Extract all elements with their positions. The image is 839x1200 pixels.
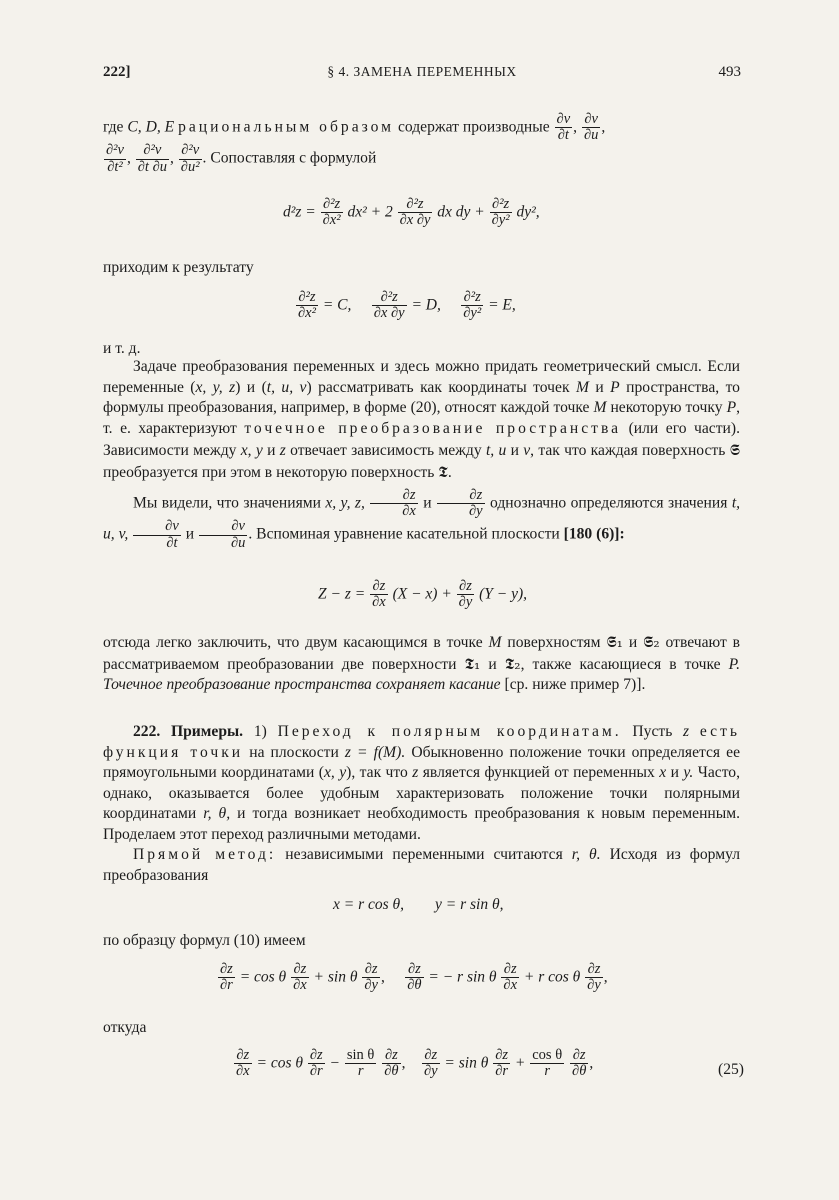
running-header xyxy=(103,62,741,82)
paragraph-geometric-meaning: Задаче преобразования переменных и здесь можно придать геометрический смысл. Если переменные (x, y, z) и (t, u, v) рассматривать как координаты точек M и P пространства, то формулы преобразования, например, в форме (20), относят каждой точке M некоторую точку P, т. е. характеризуют точечное преобразование пространства (или его части). Зависимости между x, y и z отвечает зависимость между t, u и v, так что каждая поверхность 𝕾 преобразуется при этом в некоторую поверхность 𝕿. xyxy=(103,358,741,481)
formula-second-differential: d²z = $\frac{\text{∂²z}}{\text{∂x²}}$ dx² + 2 $\frac{\text{∂²z}}{\partial x \partial y}$ dx dy + $\frac{\text{∂²z}}{\text{∂y²}}$ dy², xyxy=(283,196,540,229)
frac-dv-dt: $\frac{\partial v}{\partial t}$ xyxy=(556,111,571,144)
equation-number: (25) xyxy=(718,1061,744,1078)
paragraph-derivatives: где C, D, E рациональным образом содержат производные $\frac{\partial v}{\partial t}$ , $\frac{\partial v}{\partial u}$ , $\frac{\text{∂²v}}{\text{∂t²}}$ , $\frac{\text{∂²v}}{\partial t \partial u}$ , $\frac{\text{∂²v}}{\text{∂u²}}$ . Сопоставляя с формулой xyxy=(103,111,606,175)
surface-T-glyph: 𝕿 xyxy=(438,462,448,481)
paragraph-examples: 222. Примеры. 1) Переход к полярным координатам. Пусть z есть функция точки на плоскости z = f(M). Обыкновенно положение точки определяется ее прямоугольными координатами (x, y), так что z является функцией от переменных x и y. Часто, однако, оказывается более удобным характеризовать положение точки полярными координатами r, θ, и тогда возникает необходимость преобразования к новым переменным. Проделаем этот переход различными методами. xyxy=(103,723,741,843)
section-number: 222] xyxy=(103,64,131,80)
frac-d2v-dt2: $\frac{\text{∂²v}}{\text{∂t²}}$ xyxy=(106,142,124,175)
frac-d2v-du2: $\frac{\text{∂²v}}{\text{∂u²}}$ xyxy=(180,142,200,175)
whence-text: откуда xyxy=(103,1019,147,1036)
by-sample-text: по образцу формул (10) имеем xyxy=(103,932,306,949)
formula-partials: $\frac{\partial z}{\partial r}$ = cos θ $\frac{\partial z}{\partial x}$ + sin θ $\frac{\partial z}{\partial y}$ , $\frac{\partial z}{\partial\theta}$ = − r sin θ $\frac{\partial z}{\partial x}$ + r cos θ $\frac{\partial z}{\partial y}$ , xyxy=(220,961,608,994)
formula-25: $\frac{\partial z}{\partial x}$ = cos θ $\frac{\partial z}{\partial r}$ − $\frac{\text{sin θ}}{r}$ $\frac{\partial z}{\partial\theta}$ , $\frac{\partial z}{\partial y}$ = sin θ $\frac{\partial z}{\partial r}$ + $\frac{\text{cos θ}}{r}$ $\frac{\partial z}{\partial\theta}$ , xyxy=(236,1047,594,1080)
chapter-title: § 4. ЗАМЕНА ПЕРЕМЕННЫХ xyxy=(327,64,517,79)
frac-d2v-dtdu: $\frac{\text{∂²v}}{\partial t \partial u}$ xyxy=(137,142,167,175)
page-number: 493 xyxy=(718,64,741,80)
frac-dv-du: $\frac{\partial v}{\partial u}$ xyxy=(583,111,599,144)
formula-cde: $\frac{\text{∂²z}}{\text{∂x²}}$ = C, $\frac{\text{∂²z}}{\partial x \partial y}$ = D, $\frac{\text{∂²z}}{\text{∂y²}}$ = E, xyxy=(298,289,516,322)
result-intro: приходим к результату xyxy=(103,259,254,276)
formula-polar: x = r cos θ, y = r sin θ, xyxy=(333,896,504,913)
paragraph-direct-method: Прямой метод: независимыми переменными считаются r, θ. Исходя из формул преобразования xyxy=(103,846,740,884)
surface-S-glyph: 𝕾 xyxy=(729,440,740,459)
paragraph-tangent-plane: Мы видели, что значениями x, y, z, $\frac{\partial z}{\partial x}$ и $\frac{\partial z}{\partial y}$ однозначно определяются значения t, u, v, $\frac{\partial v}{\partial t}$ и $\frac{\partial v}{\partial u}$ . Вспоминая уравнение касательной плоскости [180 (6)]: xyxy=(103,487,741,551)
paragraph-tangency: отсюда легко заключить, что двум касающимся в точке M поверхностям 𝕾₁ и 𝕾₂ отвечают в рассматриваемом преобразовании две поверхности 𝕿₁ и 𝕿₂, также касающиеся в точке P. Точечное преобразование пространства сохраняет касание [ср. ниже пример 7)]. xyxy=(103,633,741,694)
etc-text: и т. д. xyxy=(103,340,141,357)
formula-tangent: Z − z = $\frac{\partial z}{\partial x}$ (X − x) + $\frac{\partial z}{\partial y}$ (Y − y), xyxy=(318,578,528,611)
